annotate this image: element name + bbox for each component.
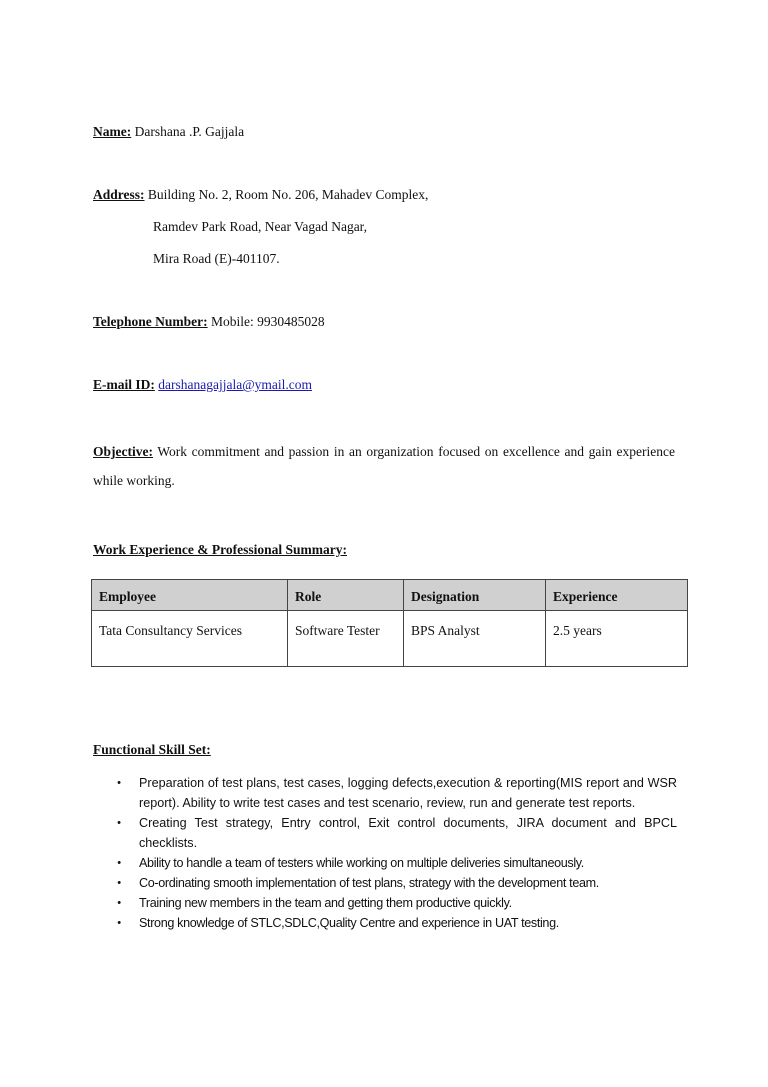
bullet-icon: • bbox=[117, 897, 121, 909]
telephone-line bbox=[93, 314, 325, 330]
email-label: E-mail ID: bbox=[93, 377, 155, 392]
list-item bbox=[115, 813, 677, 853]
bullet-icon: • bbox=[117, 777, 121, 789]
list-item bbox=[115, 853, 677, 873]
skill-text: Co-ordinating smooth implementation of test plans, strategy with the development team. bbox=[139, 876, 599, 890]
skill-text: Strong knowledge of STLC,SDLC,Quality Centre and experience in UAT testing. bbox=[139, 916, 559, 930]
column-header-experience: Experience bbox=[546, 580, 688, 611]
bullet-icon: • bbox=[117, 877, 121, 889]
cell-employee: Tata Consultancy Services bbox=[92, 611, 288, 667]
work-experience-table bbox=[91, 579, 688, 667]
bullet-icon: • bbox=[117, 817, 121, 829]
column-header-designation: Designation bbox=[404, 580, 546, 611]
skill-text: Preparation of test plans, test cases, logging defects,execution & reporting(MIS report and WSR report). Ability to write test cases and test scenario, review, run and generate test reports. bbox=[139, 776, 677, 810]
table-row bbox=[92, 611, 688, 667]
work-experience-heading: Work Experience & Professional Summary: bbox=[93, 542, 347, 557]
address-value-1: Building No. 2, Room No. 206, Mahadev Complex, bbox=[147, 187, 429, 202]
list-item bbox=[115, 913, 677, 933]
cell-role: Software Tester bbox=[288, 611, 404, 667]
objective-label: Objective: bbox=[93, 444, 153, 459]
bullet-icon: • bbox=[117, 917, 121, 929]
list-item bbox=[115, 893, 677, 913]
name-label: Name: bbox=[93, 124, 132, 139]
name-line bbox=[93, 124, 244, 140]
list-item bbox=[115, 873, 677, 893]
objective-paragraph bbox=[93, 437, 675, 495]
bullet-icon: • bbox=[117, 857, 121, 869]
column-header-role: Role bbox=[288, 580, 404, 611]
address-line-3: Mira Road (E)-401107. bbox=[153, 251, 280, 266]
address-line-2: Ramdev Park Road, Near Vagad Nagar, bbox=[153, 219, 368, 234]
table-header-row bbox=[92, 580, 688, 611]
skill-text: Ability to handle a team of testers while working on multiple deliveries simultaneously. bbox=[139, 856, 584, 870]
skills-list bbox=[115, 773, 677, 933]
telephone-label: Telephone Number: bbox=[93, 314, 208, 329]
email-line bbox=[93, 377, 312, 393]
cell-experience: 2.5 years bbox=[546, 611, 688, 667]
address-label: Address: bbox=[93, 187, 145, 202]
telephone-value: Mobile: 9930485028 bbox=[211, 314, 325, 329]
name-value: Darshana .P. Gajjala bbox=[134, 124, 245, 139]
cell-designation: BPS Analyst bbox=[404, 611, 546, 667]
skills-heading: Functional Skill Set: bbox=[93, 742, 211, 757]
email-link[interactable]: darshanagajjala@ymail.com bbox=[158, 377, 312, 392]
skill-text: Creating Test strategy, Entry control, Exit control documents, JIRA document and BPCL checklists. bbox=[139, 816, 677, 850]
skill-text: Training new members in the team and getting them productive quickly. bbox=[139, 896, 512, 910]
address-line-1 bbox=[93, 187, 428, 203]
objective-text: Work commitment and passion in an organization focused on excellence and gain experience while working. bbox=[93, 444, 675, 488]
list-item bbox=[115, 773, 677, 813]
column-header-employee: Employee bbox=[92, 580, 288, 611]
